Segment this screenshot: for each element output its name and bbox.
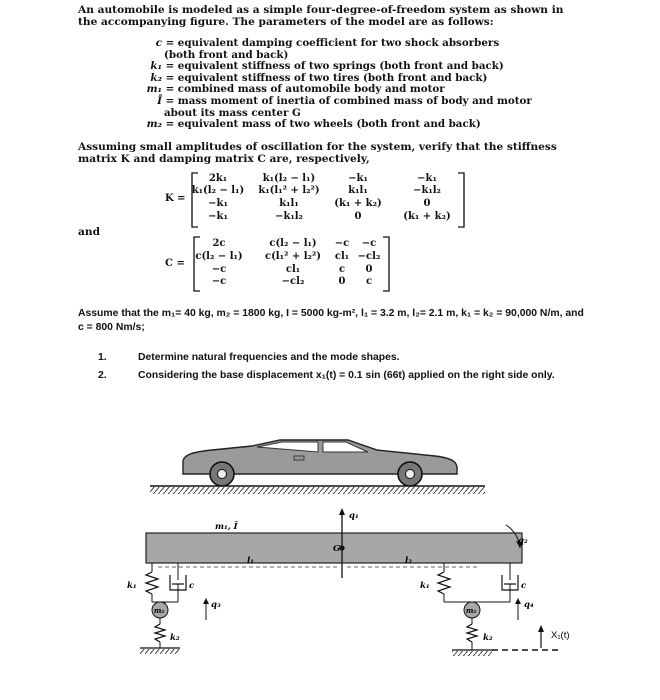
k-cell: −k₁l₂: [275, 211, 303, 222]
param-desc: = mass moment of inertia of combined mass of body and motor: [165, 94, 532, 107]
left-tire-k2: [155, 624, 165, 642]
c-cell: −c: [211, 264, 227, 275]
c-cell: −cl₂: [281, 276, 305, 287]
c-cell: 2c: [212, 238, 226, 249]
param-desc: = combined mass of automobile body and motor: [165, 83, 445, 96]
k-cell: 2k₁: [208, 173, 228, 184]
automobile-model-figure: [0, 420, 660, 700]
c-cell: c: [365, 276, 373, 287]
k-cell: k₁l₁: [279, 198, 299, 209]
param-row: [140, 96, 580, 108]
k-cell: −k₁: [208, 211, 228, 222]
k-cell: 0: [354, 211, 362, 222]
question-text: Determine natural frequencies and the mode shapes.: [138, 352, 400, 363]
parameter-list: [140, 38, 580, 131]
mass-center-label: G: [333, 544, 341, 554]
c-matrix-label: C =: [165, 258, 185, 269]
q4-label: q₄: [524, 600, 534, 610]
c-cell: −c: [334, 238, 350, 249]
c-cell: c(l₁² + l₂²): [264, 251, 321, 262]
param-cont: (both front and back): [164, 48, 289, 61]
c-cell: cl₁: [285, 264, 301, 275]
c-cell: c(l₂ − l₁): [195, 251, 243, 262]
right-tire-k2: [467, 624, 477, 642]
k-cell: k₁l₁: [348, 185, 368, 196]
assume-line: Assume that the m₁= 40 kg, m₂ = 1800 kg, I = 5000 kg-m², l₁ = 3.2 m, l₂= 2.1 m, k₁ = k₂ = 90,000 N/m, and: [78, 308, 584, 319]
k-cell: −k₁: [417, 173, 437, 184]
c-cell: −c: [211, 276, 227, 287]
left-suspension: [127, 563, 221, 654]
k1-left-label: k₁: [127, 581, 137, 591]
c-right-label: c: [521, 581, 527, 591]
k-cell: k₁(l₂ − l₁): [262, 173, 316, 184]
question-text: Considering the base displacement x₁(t) = 0.1 sin (66t) applied on the right side only.: [138, 370, 555, 381]
road-hatch: [150, 487, 485, 494]
c-cell: cl₁: [334, 251, 350, 262]
verify-paragraph: Assuming small amplitudes of oscillation for the system, verify that the stiffness matrix K and damping matrix C are, respectively,: [78, 141, 557, 166]
assumptions: [78, 307, 598, 335]
and-label: and: [78, 226, 100, 238]
question-number: 1.: [98, 352, 107, 363]
question-1: [98, 352, 400, 363]
c-left-label: c: [189, 581, 195, 591]
left-spring-k1: [146, 572, 158, 594]
param-symbol: k₁: [150, 60, 162, 73]
k2-right-label: k₂: [483, 633, 493, 643]
k-cell: −k₁: [208, 198, 228, 209]
c-cell: −c: [361, 238, 377, 249]
c-cell: c(l₂ − l₁): [269, 238, 317, 249]
k-cell: −k₁: [348, 173, 368, 184]
q1-label: q₁: [349, 511, 359, 521]
x1-label: X₁(t): [551, 630, 570, 641]
intro-paragraph: An automobile is modeled as a simple four-degree-of-freedom system as shown in the accompanying figure. The parameters of the model are as follows:: [78, 4, 564, 29]
param-symbol: Ī: [157, 94, 162, 107]
k-cell: −k₁l₂: [413, 185, 441, 196]
param-row: [140, 119, 580, 131]
param-desc: = equivalent damping coefficient for two shock absorbers: [165, 37, 500, 49]
k-cell: k₁(l₂ − l₁): [191, 185, 245, 196]
c-cell: 0: [338, 276, 346, 287]
m2-left-label: m₂: [154, 606, 165, 615]
right-spring-k1: [438, 572, 450, 594]
q1-arrowhead: [339, 508, 345, 515]
car-silhouette: [183, 440, 457, 486]
question-number: 2.: [98, 370, 107, 381]
c-cell: c: [338, 264, 346, 275]
k-cell: 0: [423, 198, 431, 209]
param-symbol: m₂: [146, 118, 162, 131]
param-symbol: m₁: [146, 83, 162, 96]
q2-label: q₂: [518, 536, 528, 546]
m2-right-label: m₂: [466, 606, 477, 615]
param-row: [140, 38, 580, 50]
question-2: [98, 370, 555, 381]
param-symbol: k₂: [150, 71, 162, 84]
k-cell: k₁(l₁² + l₂²): [258, 185, 320, 196]
l2-label: l₂: [405, 556, 412, 566]
param-desc: = equivalent mass of two wheels (both front and back): [165, 118, 481, 131]
l1-label: l₁: [247, 556, 254, 566]
k1-right-label: k₁: [420, 581, 430, 591]
param-desc: = equivalent stiffness of two tires (both front and back): [165, 71, 488, 84]
assume-line: c = 800 Nm/s;: [78, 322, 145, 333]
param-symbol: c: [155, 37, 162, 49]
k-matrix-label: K =: [165, 193, 186, 204]
param-cont: about its mass center G: [164, 106, 301, 119]
k2-left-label: k₂: [170, 633, 180, 643]
k-cell: (k₁ + k₂): [334, 198, 382, 209]
q3-label: q₃: [211, 600, 221, 610]
param-desc: = equivalent stiffness of two springs (both front and back): [165, 60, 504, 73]
body-mass-label: m₁, Ī: [215, 522, 238, 532]
c-cell: −cl₂: [357, 251, 381, 262]
c-cell: 0: [365, 264, 373, 275]
right-suspension: [420, 563, 570, 656]
k-cell: (k₁ + k₂): [403, 211, 451, 222]
